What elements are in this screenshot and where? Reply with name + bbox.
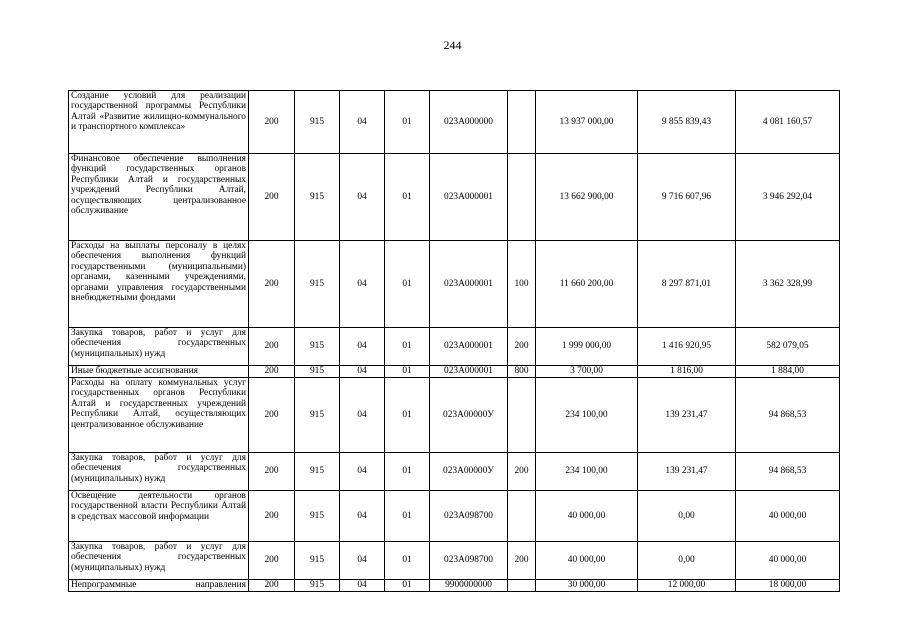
cell-executed: 9 716 607,96 [638,154,736,241]
cell-expense-kind [508,154,536,241]
cell-target-code: 023A098700 [430,542,508,580]
table-row [69,154,840,241]
cell-expense-kind [508,491,536,542]
cell-target-code: 023A000001 [430,241,508,328]
cell-plan: 13 662 900,00 [536,154,638,241]
cell-admin: 200 [249,542,295,580]
cell-plan: 234 100,00 [536,378,638,453]
cell-ministry: 915 [295,91,340,154]
table-row [69,542,840,580]
cell-ministry: 915 [295,241,340,328]
cell-section: 04 [340,453,385,491]
cell-admin: 200 [249,366,295,378]
page-number: 244 [443,38,462,52]
table-row [69,453,840,491]
cell-executed: 139 231,47 [638,378,736,453]
row-description: Непрограммные направления [69,580,249,592]
row-description: Создание условий для реализации государственной программы Республики Алтай «Развитие жилищно-коммунального и транспортного комплекса» [69,91,249,154]
cell-plan: 11 660 200,00 [536,241,638,328]
cell-target-code: 023A000001 [430,154,508,241]
cell-target-code: 023A098700 [430,491,508,542]
cell-subsection: 01 [385,91,430,154]
cell-target-code: 9900000000 [430,580,508,592]
cell-expense-kind: 200 [508,542,536,580]
cell-subsection: 01 [385,542,430,580]
cell-section: 04 [340,241,385,328]
cell-expense-kind: 200 [508,328,536,366]
cell-subsection: 01 [385,241,430,328]
cell-admin: 200 [249,491,295,542]
cell-ministry: 915 [295,542,340,580]
cell-plan: 30 000,00 [536,580,638,592]
cell-admin: 200 [249,580,295,592]
cell-expense-kind: 200 [508,453,536,491]
cell-plan: 13 937 000,00 [536,91,638,154]
cell-admin: 200 [249,453,295,491]
row-description: Иные бюджетные ассигнования [69,366,249,378]
cell-section: 04 [340,328,385,366]
table-row [69,366,840,378]
cell-target-code: 023A000001 [430,328,508,366]
cell-subsection: 01 [385,154,430,241]
table-row [69,491,840,542]
cell-remainder: 3 362 328,99 [736,241,840,328]
cell-executed: 0,00 [638,491,736,542]
cell-admin: 200 [249,378,295,453]
cell-admin: 200 [249,328,295,366]
row-description: Расходы на выплаты персоналу в целях обеспечения выполнения функций государственными (муниципальными) органами, казенными учреждениями, органами управления государственными внебюджетными фондами [69,241,249,328]
cell-section: 04 [340,378,385,453]
cell-section: 04 [340,580,385,592]
cell-target-code: 023A000000 [430,91,508,154]
cell-target-code: 023A00000У [430,378,508,453]
cell-remainder: 4 081 160,57 [736,91,840,154]
cell-subsection: 01 [385,378,430,453]
cell-subsection: 01 [385,580,430,592]
cell-executed: 139 231,47 [638,453,736,491]
cell-ministry: 915 [295,378,340,453]
cell-admin: 200 [249,241,295,328]
cell-executed: 8 297 871,01 [638,241,736,328]
cell-target-code: 023A00000У [430,453,508,491]
table-row [69,580,840,592]
cell-expense-kind [508,580,536,592]
cell-section: 04 [340,366,385,378]
cell-plan: 40 000,00 [536,542,638,580]
row-description: Закупка товаров, работ и услуг для обеспечения государственных (муниципальных) нужд [69,328,249,366]
cell-remainder: 40 000,00 [736,491,840,542]
cell-expense-kind: 800 [508,366,536,378]
cell-remainder: 94 868,53 [736,453,840,491]
cell-executed: 1 416 920,95 [638,328,736,366]
row-description: Закупка товаров, работ и услуг для обеспечения государственных (муниципальных) нужд [69,453,249,491]
row-description: Расходы на оплату коммунальных услуг государственных органов Республики Алтай и государственных учреждений Республики Алтай, осуществляющих централизованное обслуживание [69,378,249,453]
cell-remainder: 3 946 292,04 [736,154,840,241]
row-description: Освещение деятельности органов государственной власти Республики Алтай в средствах массовой информации [69,491,249,542]
table-row [69,378,840,453]
cell-subsection: 01 [385,453,430,491]
cell-subsection: 01 [385,366,430,378]
table-row [69,328,840,366]
cell-expense-kind [508,378,536,453]
cell-ministry: 915 [295,453,340,491]
cell-executed: 9 855 839,43 [638,91,736,154]
cell-remainder: 40 000,00 [736,542,840,580]
cell-subsection: 01 [385,328,430,366]
cell-section: 04 [340,91,385,154]
cell-executed: 0,00 [638,542,736,580]
cell-target-code: 023A000001 [430,366,508,378]
budget-table [68,90,840,592]
table-row [69,91,840,154]
cell-ministry: 915 [295,580,340,592]
cell-section: 04 [340,491,385,542]
cell-section: 04 [340,542,385,580]
cell-remainder: 1 884,00 [736,366,840,378]
cell-expense-kind: 100 [508,241,536,328]
cell-executed: 12 000,00 [638,580,736,592]
cell-section: 04 [340,154,385,241]
cell-plan: 40 000,00 [536,491,638,542]
cell-ministry: 915 [295,491,340,542]
cell-subsection: 01 [385,491,430,542]
cell-remainder: 582 079,05 [736,328,840,366]
cell-admin: 200 [249,154,295,241]
cell-plan: 1 999 000,00 [536,328,638,366]
cell-ministry: 915 [295,366,340,378]
row-description: Финансовое обеспечение выполнения функций государственных органов Республики Алтай и государственных учреждений Республики Алтай, осуществляющих централизованное обслуживание [69,154,249,241]
row-description: Закупка товаров, работ и услуг для обеспечения государственных (муниципальных) нужд [69,542,249,580]
cell-executed: 1 816,00 [638,366,736,378]
cell-plan: 234 100,00 [536,453,638,491]
cell-plan: 3 700,00 [536,366,638,378]
cell-remainder: 94 868,53 [736,378,840,453]
table-row [69,241,840,328]
cell-admin: 200 [249,91,295,154]
cell-remainder: 18 000,00 [736,580,840,592]
cell-ministry: 915 [295,328,340,366]
cell-expense-kind [508,91,536,154]
cell-ministry: 915 [295,154,340,241]
